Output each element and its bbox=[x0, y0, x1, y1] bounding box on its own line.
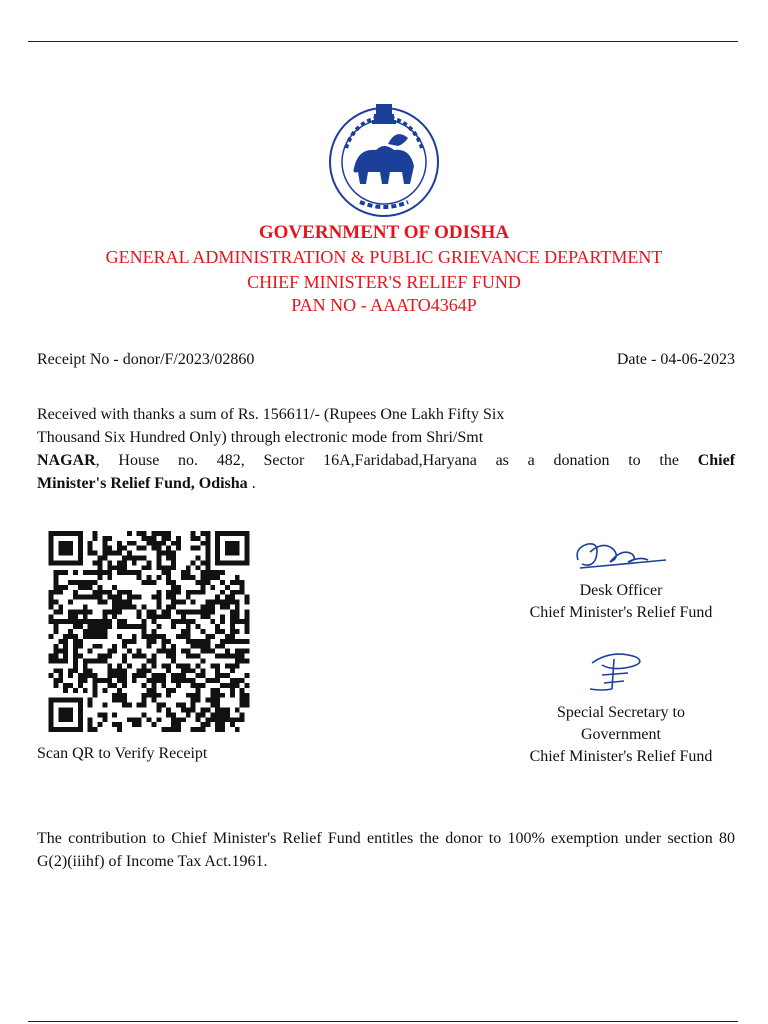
receipt-number: Receipt No - donor/F/2023/02860 bbox=[37, 351, 255, 368]
receipt-date: Date - 04-06-2023 bbox=[616, 351, 735, 368]
odisha-emblem-icon bbox=[324, 98, 444, 218]
receipt-body bbox=[37, 403, 735, 495]
desk-officer-title: Desk Officer bbox=[579, 582, 663, 599]
body-line-1: Received with thanks a sum of Rs. 156611/- (Rupees One Lakh Fifty Six bbox=[37, 406, 505, 423]
special-secretary-block bbox=[505, 702, 737, 768]
donor-name: NAGAR bbox=[37, 452, 96, 469]
bottom-rule bbox=[28, 1021, 738, 1022]
special-secretary-title-1: Special Secretary to bbox=[557, 704, 685, 721]
desk-officer-org: Chief Minister's Relief Fund bbox=[529, 604, 713, 621]
special-secretary-title-2: Government bbox=[581, 726, 661, 743]
special-secretary-org: Chief Minister's Relief Fund bbox=[529, 748, 713, 765]
qr-label: Scan QR to Verify Receipt bbox=[37, 745, 208, 762]
body-line-2: Thousand Six Hundred Only) through electronic mode from Shri/Smt bbox=[37, 429, 484, 446]
special-secretary-signature-icon bbox=[572, 645, 662, 695]
pan-number: PAN NO - AAATO4364P bbox=[291, 295, 477, 315]
body-line-3 bbox=[37, 449, 735, 472]
verification-qr-code[interactable] bbox=[44, 531, 254, 732]
donor-address: , House no. 482, Sector 16A,Faridabad,Haryana as a donation to the bbox=[95, 452, 679, 469]
receipt-line bbox=[37, 351, 735, 369]
body-line-4 bbox=[37, 472, 735, 495]
department-title: GENERAL ADMINISTRATION & PUBLIC GRIEVANCE DEPARTMENT bbox=[105, 247, 663, 267]
desk-officer-signature-icon bbox=[570, 530, 670, 578]
fund-title: CHIEF MINISTER'S RELIEF FUND bbox=[247, 272, 521, 292]
government-title: GOVERNMENT OF ODISHA bbox=[258, 222, 510, 243]
body-period: . bbox=[247, 475, 256, 492]
desk-officer-block bbox=[505, 580, 737, 624]
top-rule bbox=[28, 41, 738, 42]
tax-exemption-note: The contribution to Chief Minister's Relief Fund entitles the donor to 100% exemption under section 80 G(2)(iiihf) of Income Tax Act.1961. bbox=[37, 830, 735, 870]
fund-name-part-1: Chief bbox=[697, 452, 736, 469]
fund-name-part-2: Minister's Relief Fund, Odisha bbox=[37, 475, 248, 492]
